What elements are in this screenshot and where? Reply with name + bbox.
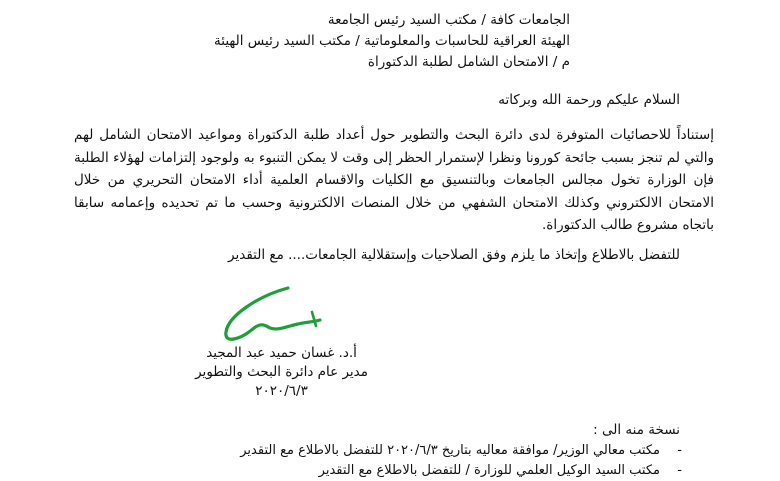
addressee-line: الجامعات كافة / مكتب السيد رئيس الجامعة xyxy=(327,12,570,28)
cc-item-text: مكتب السيد الوكيل العلمي للوزارة / للتفضل بالاطلاع مع التقدير xyxy=(318,463,660,478)
cc-title: نسخة منه الى : xyxy=(593,422,680,438)
signature-icon xyxy=(218,282,328,348)
cc-list xyxy=(82,441,682,481)
closing-line: للتفضل بالاطلاع وإتخاذ ما يلزم وفق الصلاحيات وإستقلالية الجامعات.... مع التقدير xyxy=(228,247,680,263)
list-item xyxy=(82,441,682,461)
subject-line: م / الامتحان الشامل لطلبة الدكتوراة xyxy=(367,54,570,70)
letter-body: إستناداً للاحصائيات المتوفرة لدى دائرة البحث والتطوير حول أعداد طلبة الدكتوراة ومواعيد الامتحان الشامل لهم والتي لم تنجز بسبب جائحة كورونا ونظرا لإستمرار الحظر إلى وقت لا يمكن التنبوء به ولوجود إلتزامات لهؤلاء الطلبة فإن الوزارة تخول مجالس الجامعات وبالتنسيق مع الكليات والاقسام العلمية أداء الامتحان التحريري من خلال الامتحان الالكتروني وكذلك الامتحان الشفهي من خلال المنصات الالكترونية وحسب ما تم تحديده وإعمامه سابقا باتجاه مشروع طالب الدكتوراة. xyxy=(74,127,714,233)
bullet-dash-icon: - xyxy=(677,463,682,478)
list-item xyxy=(82,461,682,481)
bullet-dash-icon: - xyxy=(677,443,682,458)
greeting: السلام عليكم ورحمة الله وبركاته xyxy=(498,92,680,108)
signatory-block xyxy=(195,344,368,401)
signatory-name: أ.د. غسان حميد عبد المجيد xyxy=(206,345,357,361)
signatory-title: مدير عام دائرة البحث والتطوير xyxy=(195,364,368,380)
signatory-date: ٢٠٢٠/٦/٣ xyxy=(255,383,308,399)
addressee-line: الهيئة العراقية للحاسبات والمعلوماتية / مكتب السيد رئيس الهيئة xyxy=(214,33,570,49)
addressee-block xyxy=(150,10,570,73)
cc-item-text: مكتب معالي الوزير/ موافقة معاليه بتاريخ ٢٠٢٠/٦/٣ للتفضل بالاطلاع مع التقدير xyxy=(240,443,660,458)
